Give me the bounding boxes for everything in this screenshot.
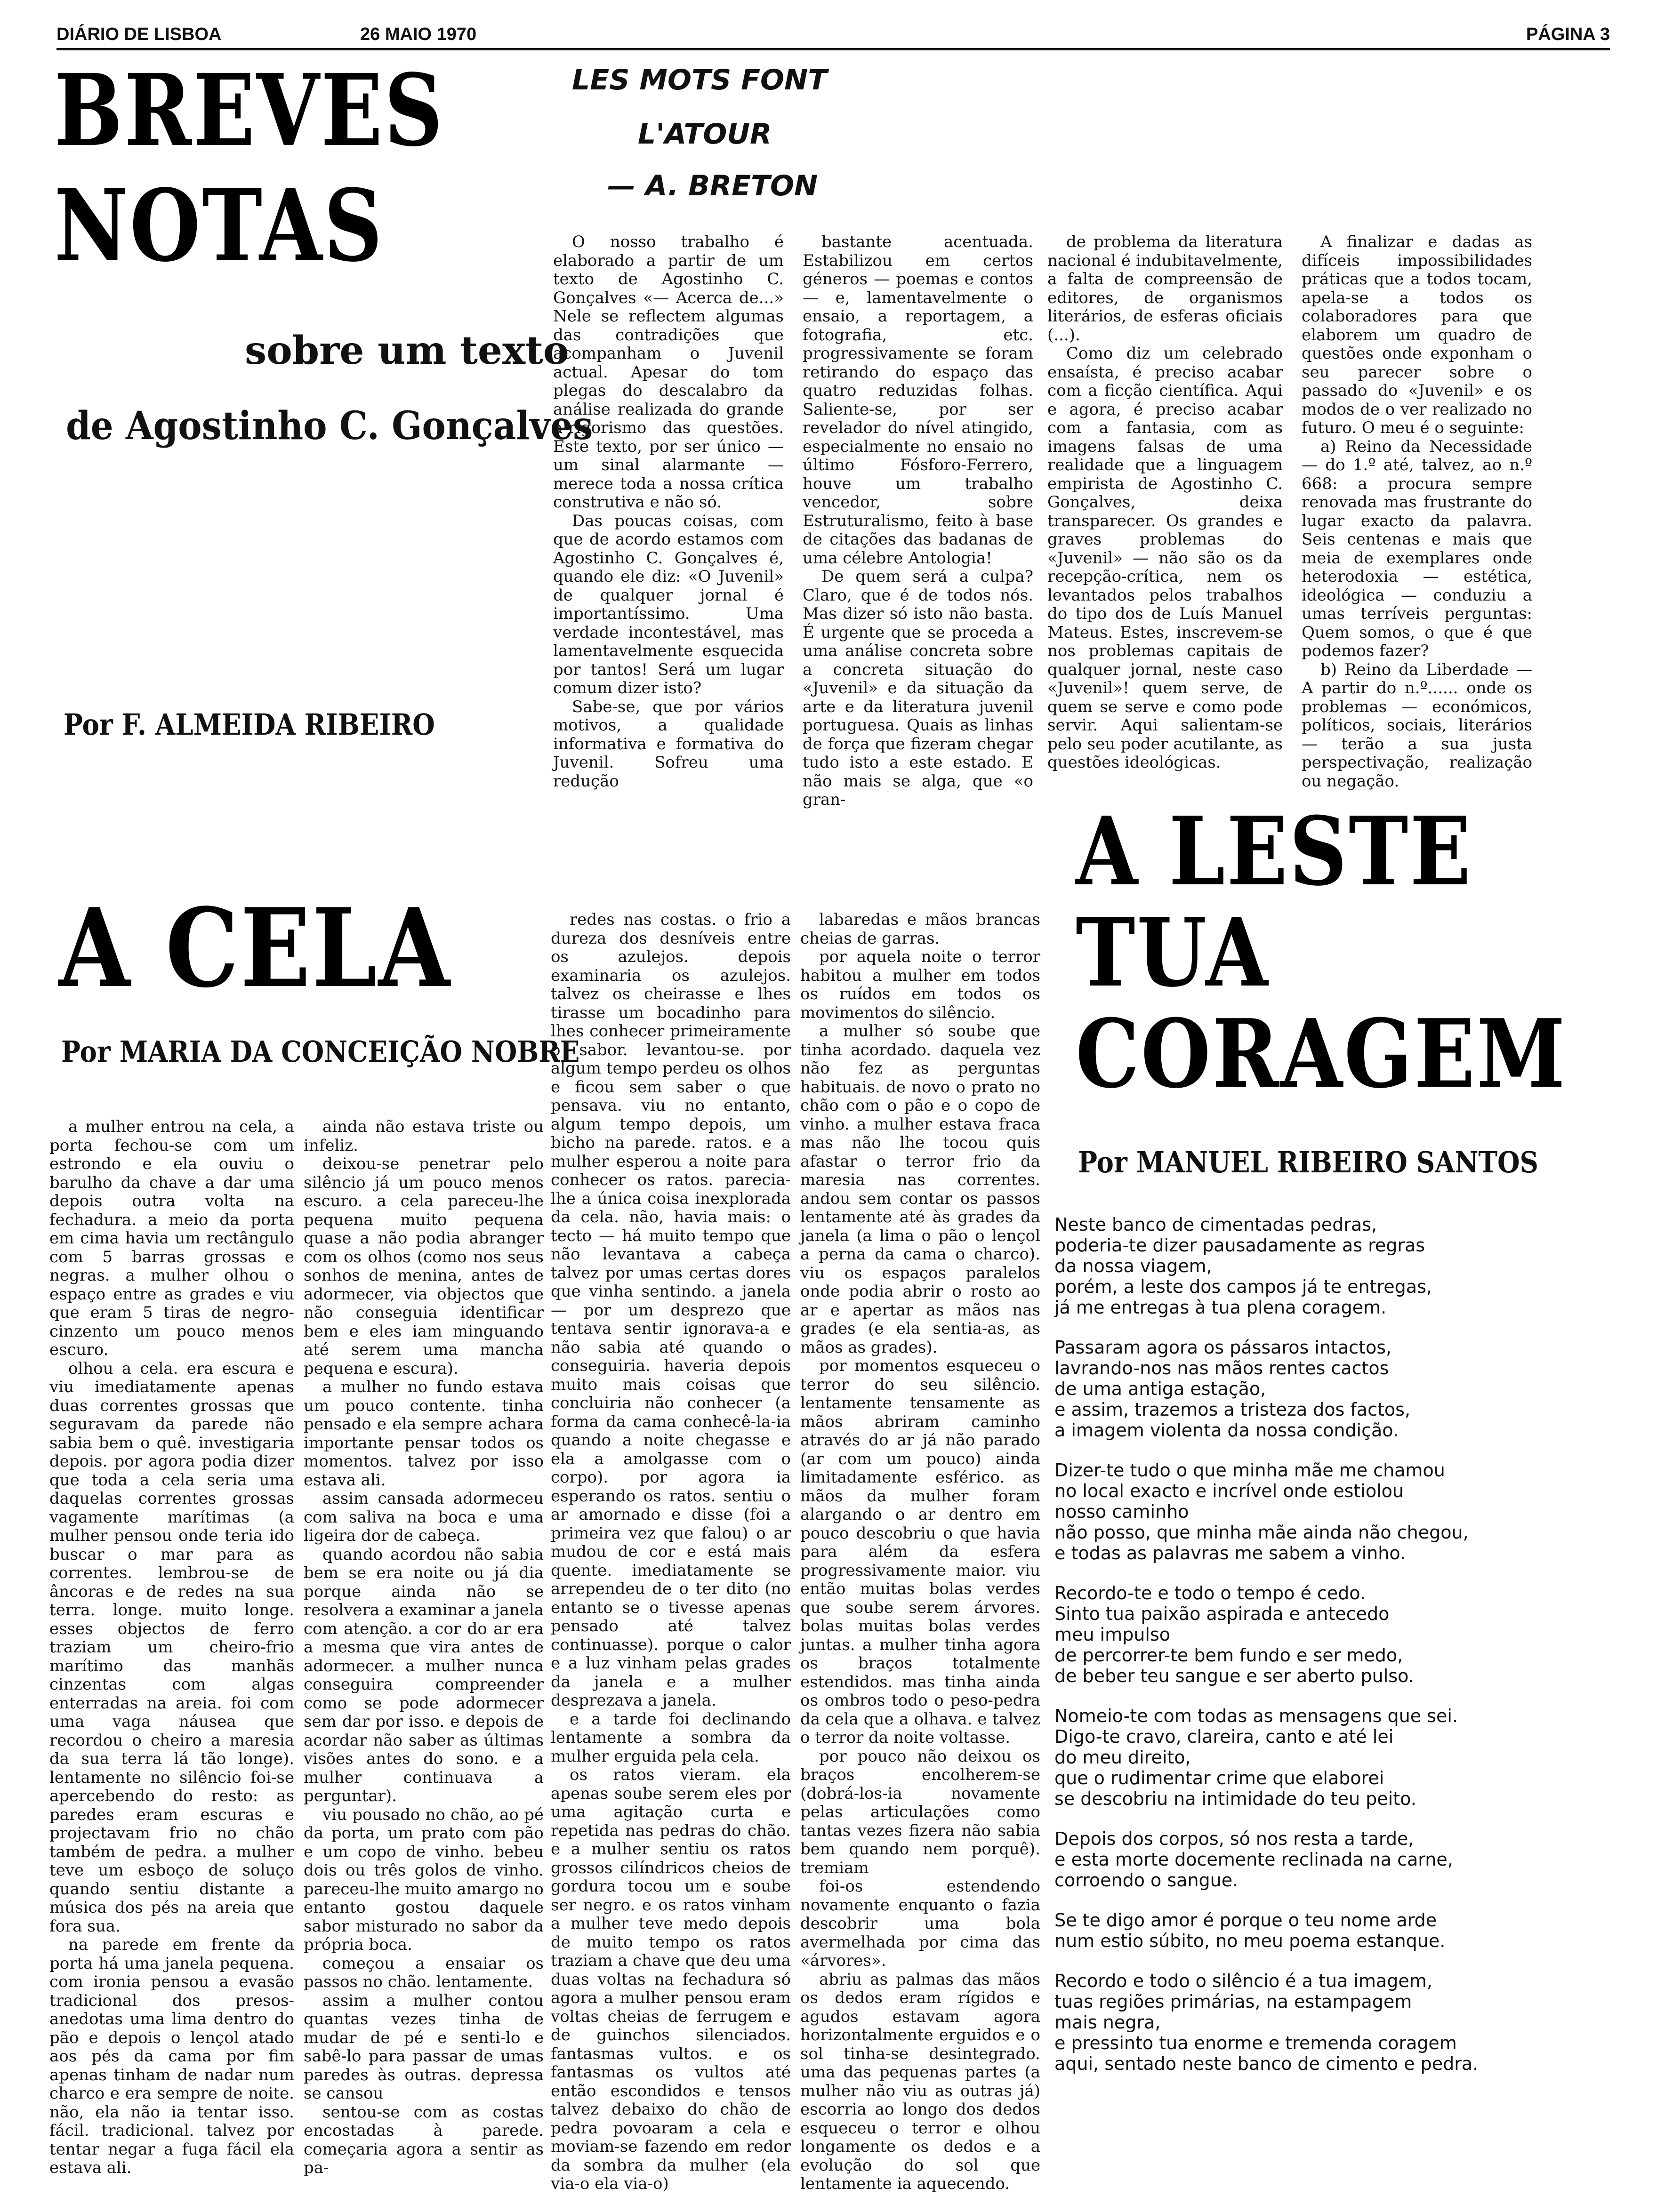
paragraph: de problema da literatura nacional é indubitavelmente, a falta de compreensão de editores, de organismos literários, de esferas oficiais (...). [1047, 232, 1283, 345]
poem-line: a imagem violenta da nossa condição. [1054, 1420, 1399, 1441]
poem-line: num estio súbito, no meu poema estanque. [1054, 1931, 1446, 1951]
poem-line: mais negra, [1054, 2012, 1161, 2033]
masthead-rule [56, 48, 1610, 50]
headline: A CELA [59, 885, 451, 1012]
paragraph: por aquela noite o terror habitou a mulher em todos os ruídos em todos os movimentos do silêncio. [800, 947, 1040, 1022]
subtitle-line-2: de Agostinho C. Gonçalves [66, 403, 593, 449]
cela-column-3 [551, 910, 791, 2193]
paragraph: redes nas costas. o frio a dureza dos desníveis entre os azulejos. depois examinaria os azulejos. talvez os cheirasse e lhes tirasse um bocadinho para lhes conhecer primeiramente o sabor. levantou-se. por algum tempo perdeu os olhos e ficou sem saber o que pensava. viu no entanto, algum tempo depois, um bicho na parede. ratos. e a mulher esperou a noite para conhecer os ratos. parecia-lhe a única coisa inexplorada da cela. não, havia mais: o tecto — há muito tempo que não levantava a cabeça talvez por umas certas dores que vinha sentindo. a janela — por um desprezo que tentava sentir ignorava-a e não sabia até quando o conseguiria. haveria depois muito mais coisas que concluiria não conhecer (a forma da cama conhecê-la-ia quando a noite chegasse e ela a amolgasse com o corpo). por agora ia esperando os ratos. sentiu o ar amornado e disse (foi a primeira vez que falou) o ar mudou de cor e está mais quente. imediatamente se arrependeu de o ter dito (no entanto se o tivesse apenas pensado até talvez continuasse). porque o calor e a luz vinham pelas grades da janela e a mulher desprezava a janela. [551, 910, 791, 1710]
cela-column-2 [304, 1117, 544, 2177]
paragraph: Sabe-se, que por vários motivos, a qualidade informativa e formativa do Juvenil. Sofreu uma redução [553, 697, 784, 791]
headline-line-2: TUA [1076, 898, 1270, 1008]
poem-stanza [1054, 1214, 1610, 1318]
poem-line: meu impulso [1054, 1624, 1170, 1645]
poem-line: e assim, trazemos a tristeza dos factos, [1054, 1399, 1411, 1420]
poem-stanza [1054, 1337, 1610, 1441]
headline-line-3: CORAGEM [1076, 999, 1567, 1109]
byline: Por MANUEL RIBEIRO SANTOS [1078, 1145, 1538, 1179]
poem-stanza [1054, 1583, 1610, 1686]
paragraph: De quem será a culpa? Claro, que é de todos nós. Mas dizer só isto não basta. É urgente que se proceda a uma análise concreta sobre a concreta situação do «Juvenil» e da situação da arte e da literatura juvenil portuguesa. Quais as linhas de força que fizeram chegar tudo isto a este estado. E não mais se alga, que «o gran- [803, 567, 1033, 809]
paragraph: a) Reino da Necessidade — do 1.º até, talvez, ao n.º 668: a procura sempre renovada mas frustrante do lugar exacto da palavra. Seis centenas e mais que meia de exemplares onde heterodoxia — estética, ideológica — conduziu a umas terríveis perguntas: Quem somos, o que é que podemos fazer? [1302, 437, 1532, 660]
headline-line-1: A LESTE [1076, 796, 1472, 907]
poem-line: no local exacto e incrível onde estiolou [1054, 1481, 1404, 1501]
paragraph: viu pousado no chão, ao pé da porta, um prato com pão e um copo de vinho. bebeu dois ou três golos de vinho. pareceu-lhe muito amargo no entanto gostou daquele sabor misturado no sabor da própria boca. [304, 1805, 544, 1954]
paragraph: na parede em frente da porta há uma janela pequena. com ironia pensou a evasão tradicional dos presos-anedotas uma lima dentro do pão e depois o lençol atado aos pés da cama por fim apenas tinham de nadar num charco e era sempre de noite. não, ela não ia tentar isso. fácil. tradicional. talvez por tentar negar a fuga fácil ela estava ali. [49, 1935, 294, 2177]
newspaper-name: DIÁRIO DE LISBOA [56, 24, 222, 44]
poem-line: Se te digo amor é porque o teu nome arde [1054, 1910, 1437, 1931]
paragraph: b) Reino da Liberdade — A partir do n.º...... onde os problemas — económicos, políticos, sociais, literários — terão a sua justa perspectivação, realização ou negação. [1302, 660, 1532, 791]
poem-line: Digo-te cravo, clareira, canto e até lei [1054, 1726, 1394, 1747]
poem-stanza [1054, 1971, 1610, 2074]
poem-line: aqui, sentado neste banco de cimento e pedra. [1054, 2053, 1479, 2074]
poem-line: e esta morte docemente reclinada na carne, [1054, 1849, 1453, 1870]
paragraph: abriu as palmas das mãos os dedos eram rígidos e agudos estavam agora horizontalmente erguidos e o sol tinha-se desintegrado. uma das pequenas partes (a mulher não viu as outras já) escorria ao longo dos dedos esqueceu o terror e olhou longamente os dedos e a evolução do sol que lentamente ia aquecendo. [800, 1970, 1040, 2193]
poem-line: Depois dos corpos, só nos resta a tarde, [1054, 1828, 1414, 1849]
paragraph: a mulher no fundo estava um pouco contente. tinha pensado e ela sempre achara importante pensar todos os momentos. talvez por isso estava ali. [304, 1378, 544, 1490]
poem-line: Recordo e todo o silêncio é a tua imagem, [1054, 1971, 1432, 1991]
paragraph: foi-os estendendo novamente enquanto o fazia descobrir uma bola avermelhada por cima das «árvores». [800, 1877, 1040, 1970]
epigraph-line-1: LES MOTS FONT [572, 64, 828, 96]
breves-column-3 [1047, 232, 1283, 772]
poem-line: nosso caminho [1054, 1501, 1189, 1522]
page-number: PÁGINA 3 [1526, 24, 1610, 44]
poem-line: se descobriu na intimidade do teu peito. [1054, 1788, 1416, 1809]
paragraph: os ratos vieram. ela apenas soube serem eles por uma agitação curta e repetida nas pedras do chão. e a mulher sentiu os ratos grossos cilíndricos cheios de gordura tocou um e soube ser negro. e os ratos vinham a mulher teve medo depois de muito tempo os ratos traziam a chave que deu uma duas voltas na fechadura só agora a mulher pensou eram voltas cheias de ferrugem e de guinchos silenciados. fantasmas vultos. e os fantasmas os vultos até então escondidos e tensos talvez debaixo do chão de pedra povoaram a cela e moviam-se fazendo em redor da sombra da mulher (ela via-o ela via-o) [551, 1765, 791, 2193]
poem-line: de beber teu sangue e ser aberto pulso. [1054, 1666, 1414, 1686]
poem-stanza [1054, 1828, 1610, 1891]
paragraph: sentou-se com as costas encostadas à parede. começaria agora a sentir as pa- [304, 2102, 544, 2177]
poem-line: da nossa viagem, [1054, 1256, 1212, 1276]
paragraph: deixou-se penetrar pelo silêncio já um pouco menos escuro. a cela pareceu-lhe pequena muito pequena quase a não podia abranger com os olhos (como nos seus sonhos de menina, antes de adormecer, via objectos que não conseguia identificar bem e eles iam minguando até serem uma mancha pequena e escura). [304, 1154, 544, 1378]
poem-stanza [1054, 1910, 1610, 1951]
poem-line: de percorrer-te bem fundo e ser medo, [1054, 1645, 1403, 1666]
poem-stanza [1054, 1460, 1610, 1563]
paragraph: bastante acentuada. Estabilizou em certos géneros — poemas e contos — e, lamentavelmente o ensaio, a reportagem, a fotografia, etc. progressivamente se foram retirando do espaço das quatro reduzidas folhas. Saliente-se, por ser revelador do nível atingido, especialmente no ensaio no último Fósforo-Ferrero, houve um trabalho vencedor, sobre Estruturalismo, feito à base de citações das badanas de uma célebre Antologia! [803, 232, 1033, 568]
poem-line: e todas as palavras me sabem a vinho. [1054, 1543, 1406, 1563]
poem-line: tuas regiões primárias, na estampagem [1054, 1991, 1412, 2012]
breves-column-4 [1302, 232, 1532, 791]
subtitle-line-1: sobre um texto [245, 328, 569, 373]
paragraph: Das poucas coisas, com que de acordo estamos com Agostinho C. Gonçalves é, quando ele diz: «O Juvenil» de qualquer jornal é importantíssimo. Uma verdade incontestável, mas lamentavelmente esquecida por tantos! Será um lugar comum dizer isto? [553, 511, 784, 697]
breves-column-1 [553, 232, 784, 791]
poem-line: de uma antiga estação, [1054, 1378, 1266, 1399]
poem-line: e pressinto tua enorme e tremenda coragem [1054, 2033, 1457, 2053]
epigraph-line-3: — A. BRETON [607, 169, 818, 202]
poem-line: não posso, que minha mãe ainda não chegou, [1054, 1522, 1469, 1543]
paragraph: O nosso trabalho é elaborado a partir de um texto de Agostinho C. Gonçalves «— Acerca de...» Nele se reflectem algumas das contradições que acompanham o Juvenil actual. Apesar do tom plegas do descalabro da análise realizada do grande a-rigorismo das questões. Este texto, por ser único — um sinal alarmante — merece toda a nossa crítica construtiva e não só. [553, 232, 784, 512]
poem-line: poderia-te dizer pausadamente as regras [1054, 1235, 1425, 1256]
paragraph: quando acordou não sabia bem se era noite ou já dia porque ainda não se resolvera a examinar a janela com atenção. a cor do ar era a mesma que vira antes de adormecer. a mulher nunca conseguira compreender como se pode adormecer sem dar por isso. e depois de acordar não saber as últimas visões antes do sono. e a mulher continuava a perguntar). [304, 1545, 544, 1805]
epigraph-line-2: L'ATOUR [638, 118, 772, 151]
paragraph: a mulher só soube que tinha acordado. daquela vez não fez as perguntas habituais. de novo o prato no chão com o pão e o copo de vinho. a mulher estava fraca mas não lhe tocou quis afastar o terror frio da maresia nas correntes. andou sem contar os passos lentamente até às grades da janela (a lima o pão o lençol a perna da cama o charco). viu os espaços paralelos onde podia abrir o rosto ao ar e apertar as mãos nas grades (e ela sentia-as, as mãos as grades). [800, 1022, 1040, 1357]
poem-line: Recordo-te e todo o tempo é cedo. [1054, 1583, 1366, 1603]
paragraph: A finalizar e dadas as difíceis impossibilidades práticas que a todos tocam, apela-se a todos os colaboradores para que elaborem um quadro de questões onde exponham o seu parecer sobre o passado do «Juvenil» e os modos de o ver realizado no futuro. O meu é o seguinte: [1302, 232, 1532, 437]
poem-line: Sinto tua paixão aspirada e antecedo [1054, 1603, 1390, 1624]
poem-line: Passaram agora os pássaros intactos, [1054, 1337, 1392, 1358]
issue-date: 26 MAIO 1970 [360, 24, 477, 44]
byline: Por F. ALMEIDA RIBEIRO [64, 707, 435, 742]
paragraph: e a tarde foi declinando lentamente a sombra da mulher erguida pela cela. [551, 1709, 791, 1766]
poem-line: lavrando-nos nas mãos rentes cactos [1054, 1358, 1389, 1378]
cela-column-1 [49, 1117, 294, 2177]
poem-line: porém, a leste dos campos já te entregas, [1054, 1276, 1432, 1297]
paragraph: olhou a cela. era escura e viu imediatamente apenas duas correntes grossas que seguravam da parede não sabia bem o quê. investigaria depois. por agora podia dizer que toda a cela seria uma daquelas correntes grossas vagamente marítimas (a mulher pensou onde teria ido buscar o mar para as correntes. lembrou-se de âncoras e de redes na sua terra. longe. muito longe. esses objectos de ferro traziam um cheiro-frio marítimo das manhãs cinzentas com algas enterradas na areia. foi com uma vaga náusea que recordou o cheiro a maresia da sua terra lá tão longe). lentamente no silêncio foi-se apercebendo do resto: as paredes eram escuras e projectavam frio no chão também de pedra. a mulher teve um esboço de soluço quando sentiu distante a música dos pés na areia que fora sua. [49, 1359, 294, 1936]
poem-stanza [1054, 1706, 1610, 1809]
poem-line: corroendo o sangue. [1054, 1870, 1239, 1891]
cela-column-4 [800, 910, 1040, 2193]
paragraph: começou a ensaiar os passos no chão. lentamente. [304, 1954, 544, 1991]
paragraph: Como diz um celebrado ensaísta, é preciso acabar com a ficção científica. Aqui e agora, é preciso acabar com a fantasia, com as imagens falsas de uma realidade que a linguagem empirista de Agostinho C. Gonçalves, deixa transparecer. Os grandes e graves problemas do «Juvenil» — não são os da recepção-crítica, nem os levantados pelos trabalhos do tipo dos de Luís Manuel Mateus. Estes, inscrevem-se nos problemas capitais de qualquer jornal, neste caso «Juvenil»! quem serve, de quem se serve e como pode servir. Aqui salientam-se pelo seu poder acutilante, as questões ideológicas. [1047, 344, 1283, 772]
paragraph: labaredas e mãos brancas cheias de garras. [800, 910, 1040, 948]
poem-line: Dizer-te tudo o que minha mãe me chamou [1054, 1460, 1445, 1481]
paragraph: a mulher entrou na cela, a porta fechou-se com um estrondo e ela ouviu o barulho da chave a dar uma depois outra volta na fechadura. a meio da porta em cima havia um rectângulo com 5 barras grossas e negras. a mulher olhou o espaço entre as grades e viu que eram 5 tiras de negro-cinzento um pouco menos escuro. [49, 1117, 294, 1359]
paragraph: por pouco não deixou os braços encolherem-se (dobrá-los-ia novamente pelas articulações como tantas vezes fizera não sabia bem quando nem porquê). tremiam [800, 1747, 1040, 1877]
poem-line: Neste banco de cimentadas pedras, [1054, 1214, 1377, 1235]
paragraph: assim cansada adormeceu com saliva na boca e uma ligeira dor de cabeça. [304, 1489, 544, 1545]
poem-line: Nomeio-te com todas as mensagens que sei. [1054, 1706, 1458, 1726]
poem-line: já me entregas à tua plena coragem. [1054, 1297, 1387, 1318]
poem-line: do meu direito, [1054, 1747, 1191, 1768]
breves-column-2 [803, 232, 1033, 809]
headline-line-2: NOTAS [54, 168, 384, 284]
poem [1054, 1214, 1610, 2093]
paragraph: assim a mulher contou quantas vezes tinha de mudar de pé e senti-lo e sabê-lo para passar de umas paredes às outras. depressa se cansou [304, 1991, 544, 2103]
paragraph: por momentos esqueceu o terror do seu silêncio. lentamente tensamente as mãos abriram caminho através do ar já não parado (ar com um pouco) ainda limitadamente esférico. as mãos da mulher foram alargando o ar dentro em pouco descobriu o que havia para além da esfera progressivamente maior. viu então muitas bolas verdes que soube serem árvores. bolas muitas bolas verdes juntas. a mulher tinha agora os braços totalmente estendidos. mas tinha ainda os ombros todo o peso-pedra da cela que a olhava. e talvez o terror da noite voltasse. [800, 1356, 1040, 1747]
paragraph: ainda não estava triste ou infeliz. [304, 1117, 544, 1155]
headline-line-1: BREVES [54, 52, 444, 168]
poem-line: que o rudimentar crime que elaborei [1054, 1768, 1384, 1788]
byline: Por MARIA DA CONCEIÇÃO NOBRE [61, 1034, 580, 1069]
